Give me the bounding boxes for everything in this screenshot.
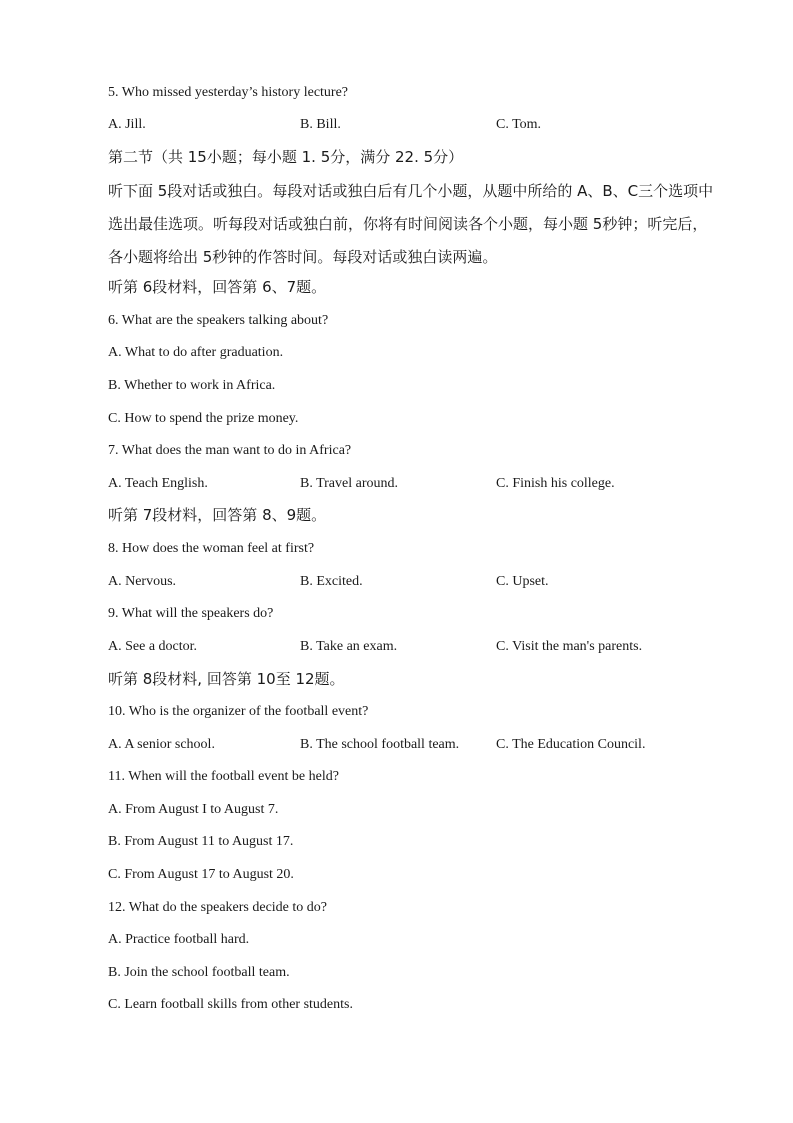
question-11-option-a: A. From August I to August 7. (108, 802, 279, 817)
question-9-option-c: C. Visit the man's parents. (496, 639, 643, 654)
question-7-option-a: A. Teach English. (108, 476, 208, 491)
question-5-option-c: C. Tom. (496, 117, 542, 132)
question-12-option-b: B. Join the school football team. (108, 965, 290, 980)
question-5-option-a: A. Jill. (108, 117, 146, 132)
question-8-option-c: C. Upset. (496, 574, 549, 589)
group-6-header: 听第 6段材料，回答第 6、7题。 (108, 278, 327, 296)
question-10-stem: 10. Who is the organizer of the football event? (108, 704, 369, 719)
question-10-option-c: C. The Education Council. (496, 737, 646, 752)
instruction-text: 听下面 5段对话或独白。每段对话或独白后有几个小题，从题中所给的 A、B、C三个选项中选出最佳选项。听每段对话或独白前，你将有时间阅读各个小题，每小题 5秒钟；听完后，各小题将给出 5秒钟的作答时间。每段对话或独白读两遍。 (108, 182, 714, 266)
question-12-option-a: A. Practice football hard. (108, 932, 250, 947)
question-9-option-b: B. Take an exam. (300, 639, 398, 654)
question-7-option-b: B. Travel around. (300, 476, 398, 491)
question-6-option-a: A. What to do after graduation. (108, 345, 284, 360)
question-10-option-b: B. The school football team. (300, 737, 460, 752)
question-9-option-a: A. See a doctor. (108, 639, 198, 654)
question-6-stem: 6. What are the speakers talking about? (108, 313, 329, 328)
question-8-option-a: A. Nervous. (108, 574, 177, 589)
section-2-instruction (108, 175, 720, 274)
question-11-option-b: B. From August 11 to August 17. (108, 834, 294, 849)
question-10-option-a: A. A senior school. (108, 737, 215, 752)
question-12-option-c: C. Learn football skills from other students. (108, 997, 353, 1012)
question-7-option-c: C. Finish his college. (496, 476, 615, 491)
question-9-stem: 9. What will the speakers do? (108, 606, 274, 621)
question-6-option-b: B. Whether to work in Africa. (108, 378, 276, 393)
section-2-heading: 第二节（共 15小题；每小题 1. 5分，满分 22. 5分） (108, 148, 464, 166)
question-8-option-b: B. Excited. (300, 574, 363, 589)
question-5-option-b: B. Bill. (300, 117, 341, 132)
question-5-stem: 5. Who missed yesterday’s history lecture? (108, 85, 349, 100)
question-12-stem: 12. What do the speakers decide to do? (108, 900, 328, 915)
question-6-option-c: C. How to spend the prize money. (108, 411, 299, 426)
question-7-stem: 7. What does the man want to do in Africa? (108, 443, 352, 458)
group-8-header: 听第 8段材料, 回答第 10至 12题。 (108, 670, 345, 688)
question-11-option-c: C. From August 17 to August 20. (108, 867, 294, 882)
group-7-header: 听第 7段材料，回答第 8、9题。 (108, 506, 327, 524)
question-11-stem: 11. When will the football event be held? (108, 769, 339, 784)
question-8-stem: 8. How does the woman feel at first? (108, 541, 315, 556)
